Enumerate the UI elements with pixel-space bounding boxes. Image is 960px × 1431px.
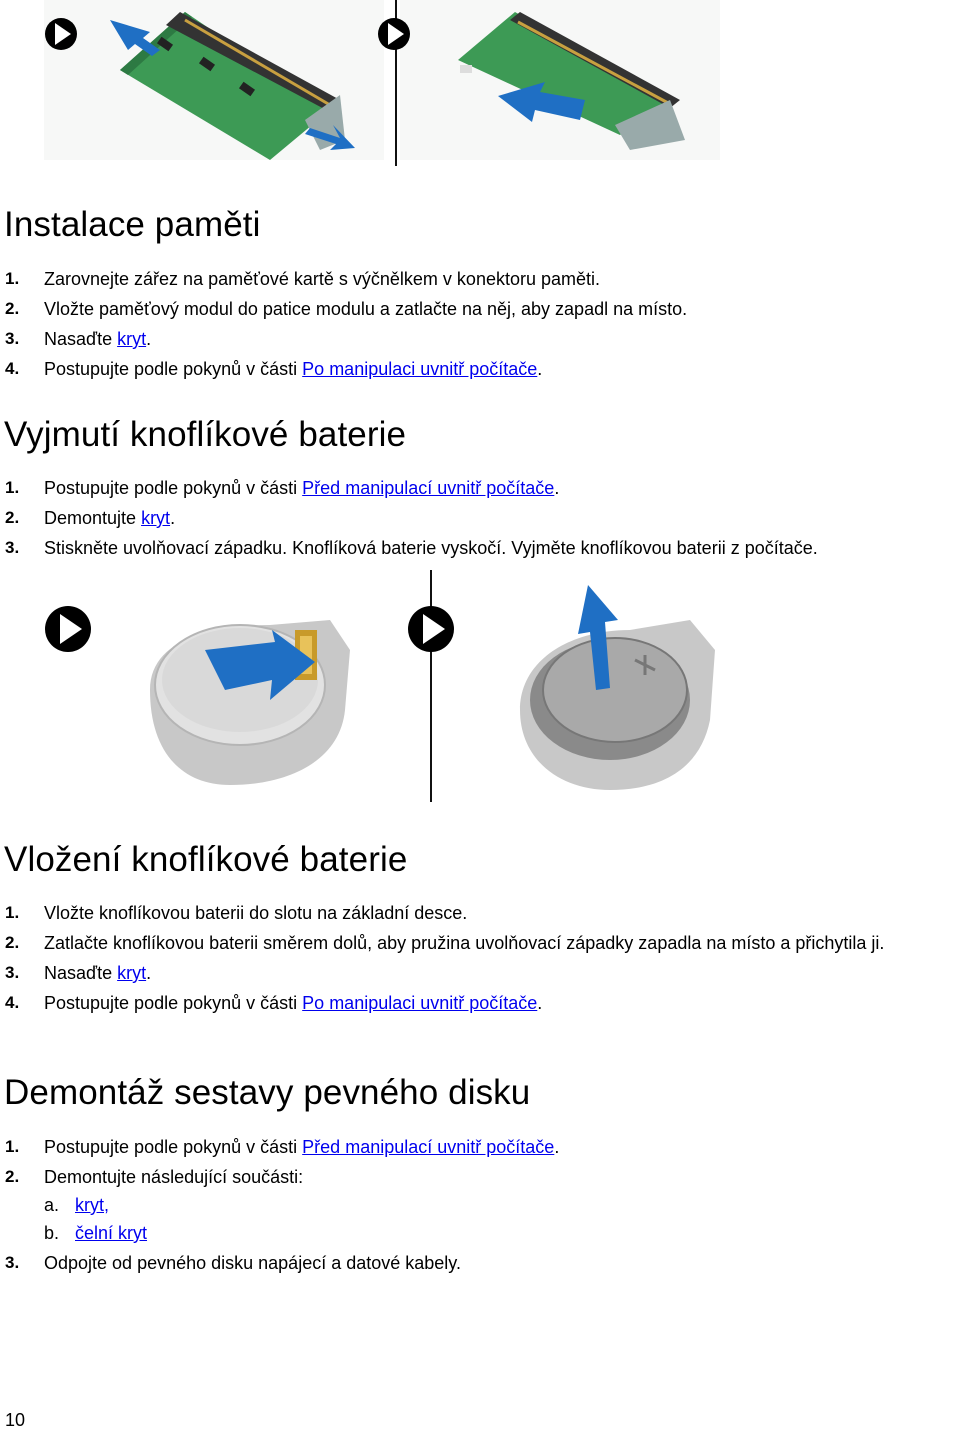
- coin-battery-image: [520, 620, 715, 790]
- step-text-suffix: .: [146, 963, 152, 983]
- coin-battery-image: [150, 620, 350, 785]
- step-item: [0, 1166, 960, 1244]
- step-text: Odpojte od pevného disku napájecí a datové kabely.: [44, 1253, 461, 1273]
- battery-install-steps: [0, 902, 960, 1022]
- step-text: Postupujte podle pokynů v části: [44, 478, 303, 498]
- step-text: Demontujte: [44, 508, 142, 528]
- step-item: [0, 902, 960, 924]
- step-number: 1.: [5, 478, 20, 497]
- step-text-suffix: .: [537, 993, 543, 1013]
- step-item: [0, 268, 960, 290]
- step-text-suffix: .: [554, 1137, 560, 1157]
- link-front-bezel[interactable]: čelní kryt: [75, 1223, 148, 1243]
- memory-install-steps: [0, 268, 960, 388]
- play-icon: [408, 606, 454, 652]
- step-item: [0, 298, 960, 320]
- link-after-working-inside[interactable]: Po manipulaci uvnitř počítače: [302, 359, 538, 379]
- step-number: 1.: [5, 269, 20, 288]
- step-text: Demontujte následující součásti:: [44, 1167, 304, 1187]
- coin-battery-figure: [40, 570, 740, 805]
- link-cover[interactable]: kryt: [141, 508, 171, 528]
- step-text-suffix: .: [170, 508, 176, 528]
- step-item: [0, 992, 960, 1014]
- step-item: [0, 328, 960, 350]
- step-item: [0, 1252, 960, 1274]
- memory-install-figure: [40, 0, 720, 168]
- step-text: Zarovnejte zářez na paměťové kartě s výčnělkem v konektoru paměti.: [44, 269, 601, 289]
- step-text: Postupujte podle pokynů v části: [44, 359, 303, 379]
- step-text: Nasaďte: [44, 329, 118, 349]
- play-icon: [378, 18, 410, 50]
- step-number: 2.: [5, 933, 20, 952]
- substep-letter: b.: [44, 1223, 60, 1243]
- section-heading: Demontáž sestavy pevného disku: [4, 1073, 531, 1112]
- step-item: [0, 507, 960, 529]
- step-number: 2.: [5, 1167, 20, 1186]
- link-before-working-inside[interactable]: Před manipulací uvnitř počítače: [302, 1137, 555, 1157]
- section-heading: Vyjmutí knoflíkové baterie: [4, 415, 407, 454]
- step-number: 4.: [5, 993, 20, 1012]
- step-text: Zatlačte knoflíkovou baterii směrem dolů, aby pružina uvolňovací západky zapadla na místo a přichytila ji.: [44, 933, 885, 953]
- step-number: 3.: [5, 963, 20, 982]
- step-text-suffix: .: [146, 329, 152, 349]
- step-number: 4.: [5, 359, 20, 378]
- step-number: 2.: [5, 508, 20, 527]
- battery-remove-steps: [0, 477, 960, 567]
- substep-item: [44, 1194, 960, 1216]
- step-number: 3.: [5, 1253, 20, 1272]
- section-heading: Vložení knoflíkové baterie: [4, 840, 408, 879]
- substep-item: [44, 1222, 960, 1244]
- hdd-remove-steps: [0, 1136, 960, 1282]
- step-text: Vložte knoflíkovou baterii do slotu na základní desce.: [44, 903, 468, 923]
- step-item: [0, 537, 960, 559]
- step-text-suffix: .: [537, 359, 543, 379]
- link-cover[interactable]: kryt: [117, 329, 147, 349]
- step-number: 2.: [5, 299, 20, 318]
- link-cover[interactable]: kryt: [117, 963, 147, 983]
- section-heading: Instalace paměti: [4, 205, 261, 244]
- step-text: Postupujte podle pokynů v části: [44, 1137, 303, 1157]
- play-icon: [45, 606, 91, 652]
- step-item: [0, 1136, 960, 1158]
- step-number: 3.: [5, 538, 20, 557]
- step-text: Vložte paměťový modul do patice modulu a zatlačte na něj, aby zapadl na místo.: [44, 299, 688, 319]
- page-number: 10: [5, 1410, 26, 1430]
- step-text: Nasaďte: [44, 963, 118, 983]
- substep-list: [44, 1194, 960, 1244]
- step-item: [0, 477, 960, 499]
- step-text-suffix: .: [554, 478, 560, 498]
- link-cover[interactable]: kryt,: [75, 1195, 109, 1215]
- link-after-working-inside[interactable]: Po manipulaci uvnitř počítače: [302, 993, 538, 1013]
- step-item: [0, 358, 960, 380]
- step-number: 3.: [5, 329, 20, 348]
- step-text: Postupujte podle pokynů v části: [44, 993, 303, 1013]
- play-icon: [45, 18, 77, 50]
- step-text: Stiskněte uvolňovací západku. Knoflíková baterie vyskočí. Vyjměte knoflíkovou baterii z počítače.: [44, 538, 818, 558]
- step-number: 1.: [5, 1137, 20, 1156]
- step-item: [0, 932, 960, 954]
- substep-letter: a.: [44, 1195, 60, 1215]
- step-item: [0, 962, 960, 984]
- link-before-working-inside[interactable]: Před manipulací uvnitř počítače: [302, 478, 555, 498]
- step-number: 1.: [5, 903, 20, 922]
